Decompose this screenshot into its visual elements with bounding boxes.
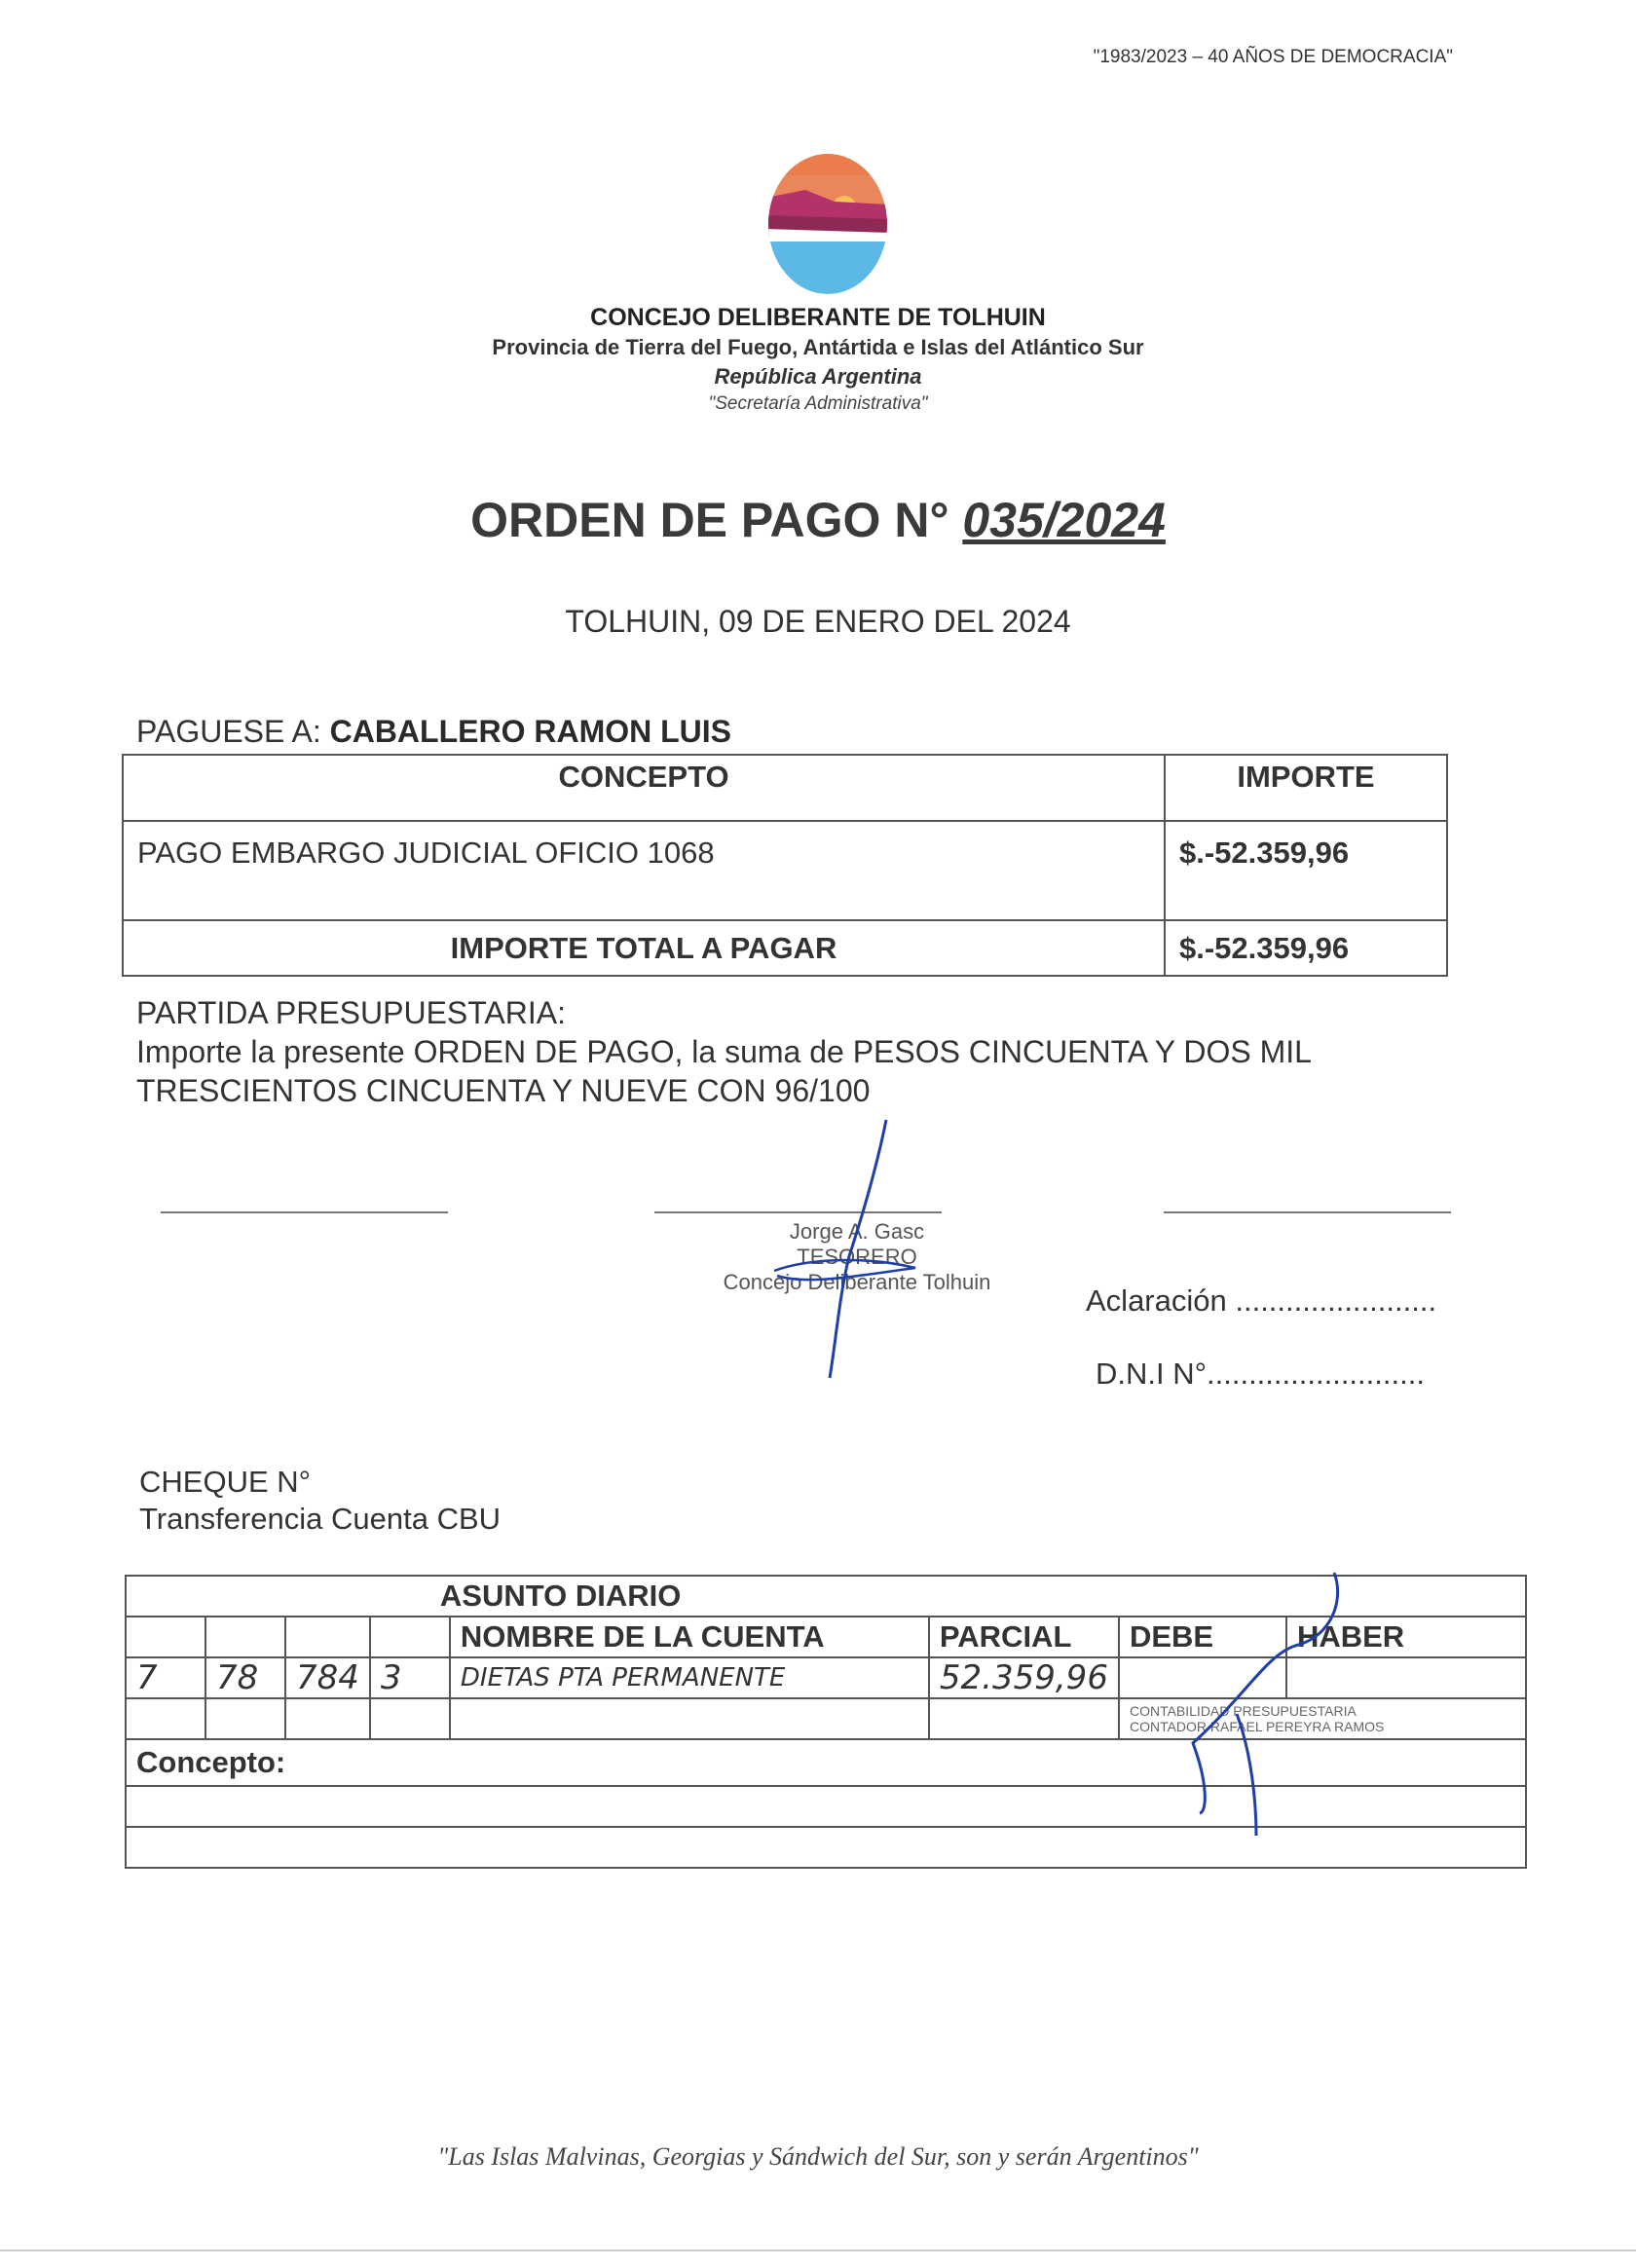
amount-header: IMPORTE	[1165, 755, 1447, 821]
total-label: IMPORTE TOTAL A PAGAR	[123, 920, 1165, 976]
dni-field: D.N.I N°..........................	[1096, 1357, 1425, 1391]
accounting-stamp	[1119, 1698, 1526, 1739]
journal-title-text: ASUNTO DIARIO	[439, 1579, 682, 1613]
credit-header: HABER	[1286, 1617, 1526, 1657]
document-title	[0, 492, 1636, 548]
republic-name: República Argentina	[714, 364, 922, 389]
hand-code-4: 3	[370, 1657, 450, 1698]
amount-cell: $.-52.359,96	[1165, 821, 1447, 920]
account-header: NOMBRE DE LA CUENTA	[450, 1617, 929, 1657]
secretariat-name: "Secretaría Administrativa"	[708, 393, 928, 414]
stamp-name: Jorge A. Gasc	[789, 1219, 925, 1244]
transfer-label: Transferencia Cuenta CBU	[139, 1502, 502, 1536]
organization-name: CONCEJO DELIBERANTE DE TOLHUIN	[590, 304, 1046, 331]
amount-in-words-line1: Importe la presente ORDEN DE PAGO, la suma de PESOS CINCUENTA Y DOS MIL	[136, 1034, 1312, 1069]
concept-row	[126, 1786, 1526, 1827]
journal-title	[439, 1576, 1526, 1617]
stamp-org: Concejo Deliberante Tolhuin	[723, 1270, 991, 1294]
concept-label-row	[126, 1739, 1526, 1786]
cheque-label: CHEQUE N°	[139, 1465, 312, 1499]
concept-row	[126, 1827, 1526, 1868]
place-date: TOLHUIN, 09 DE ENERO DEL 2024	[565, 604, 1071, 639]
empty-cell	[370, 1698, 450, 1739]
journal-table	[125, 1575, 1527, 1869]
concept-cell: PAGO EMBARGO JUDICIAL OFICIO 1068	[123, 821, 1165, 920]
motto-top: "1983/2023 – 40 AÑOS DE DEMOCRACIA"	[1093, 47, 1453, 67]
payee-line	[136, 714, 731, 750]
code-col-4	[370, 1617, 450, 1657]
signature-line-center	[654, 1211, 942, 1213]
hand-partial: 52.359,96	[929, 1657, 1119, 1698]
signature-line-right	[1164, 1211, 1451, 1213]
amount-in-words-line2: TRESCIENTOS CINCUENTA Y NUEVE CON 96/100	[136, 1073, 871, 1108]
accounting-stamp-line1: CONTABILIDAD PRESUPUESTARIA	[1129, 1703, 1357, 1719]
signature-line-left	[161, 1211, 448, 1213]
hand-code-2: 78	[205, 1657, 285, 1698]
total-amount: $.-52.359,96	[1165, 920, 1447, 976]
payee-name: CABALLERO RAMON LUIS	[329, 714, 732, 749]
hand-code-1: 7	[126, 1657, 205, 1698]
debit-header: DEBE	[1119, 1617, 1286, 1657]
empty-cell	[929, 1698, 1119, 1739]
budget-label: PARTIDA PRESUPUESTARIA:	[136, 995, 566, 1030]
aclaracion-field: Aclaración ........................	[1086, 1283, 1437, 1318]
empty-cell	[450, 1698, 929, 1739]
page-edge	[0, 2249, 1636, 2251]
empty-cell	[205, 1698, 285, 1739]
partial-header: PARCIAL	[929, 1617, 1119, 1657]
title-prefix: ORDEN DE PAGO N°	[470, 493, 963, 547]
hand-code-3: 784	[285, 1657, 370, 1698]
concept-table	[122, 754, 1448, 977]
motto-bottom: "Las Islas Malvinas, Georgias y Sándwich del Sur, son y serán Argentinos"	[437, 2142, 1199, 2171]
concept-header: CONCEPTO	[123, 755, 1165, 821]
code-col-3	[285, 1617, 370, 1657]
hand-account-name: DIETAS PTA PERMANENTE	[450, 1657, 929, 1698]
institution-logo	[766, 151, 889, 297]
payee-label: PAGUESE A:	[136, 714, 330, 749]
code-col-1	[126, 1617, 205, 1657]
budget-section	[136, 993, 1312, 1110]
credit-cell	[1286, 1657, 1526, 1698]
journal-title-spacer	[126, 1576, 450, 1617]
empty-cell	[285, 1698, 370, 1739]
treasurer-stamp	[706, 1219, 1008, 1295]
code-col-2	[205, 1617, 285, 1657]
concept-label: Concepto:	[136, 1745, 286, 1779]
empty-cell	[126, 1698, 205, 1739]
debit-cell	[1119, 1657, 1286, 1698]
payment-method	[139, 1464, 501, 1538]
stamp-role: TESORERO	[797, 1245, 917, 1269]
accounting-stamp-line2: CONTADOR RAFAEL PEREYRA RAMOS	[1129, 1719, 1385, 1734]
order-number: 035/2024	[962, 493, 1166, 547]
province-name: Provincia de Tierra del Fuego, Antártida e Islas del Atlántico Sur	[492, 335, 1144, 359]
